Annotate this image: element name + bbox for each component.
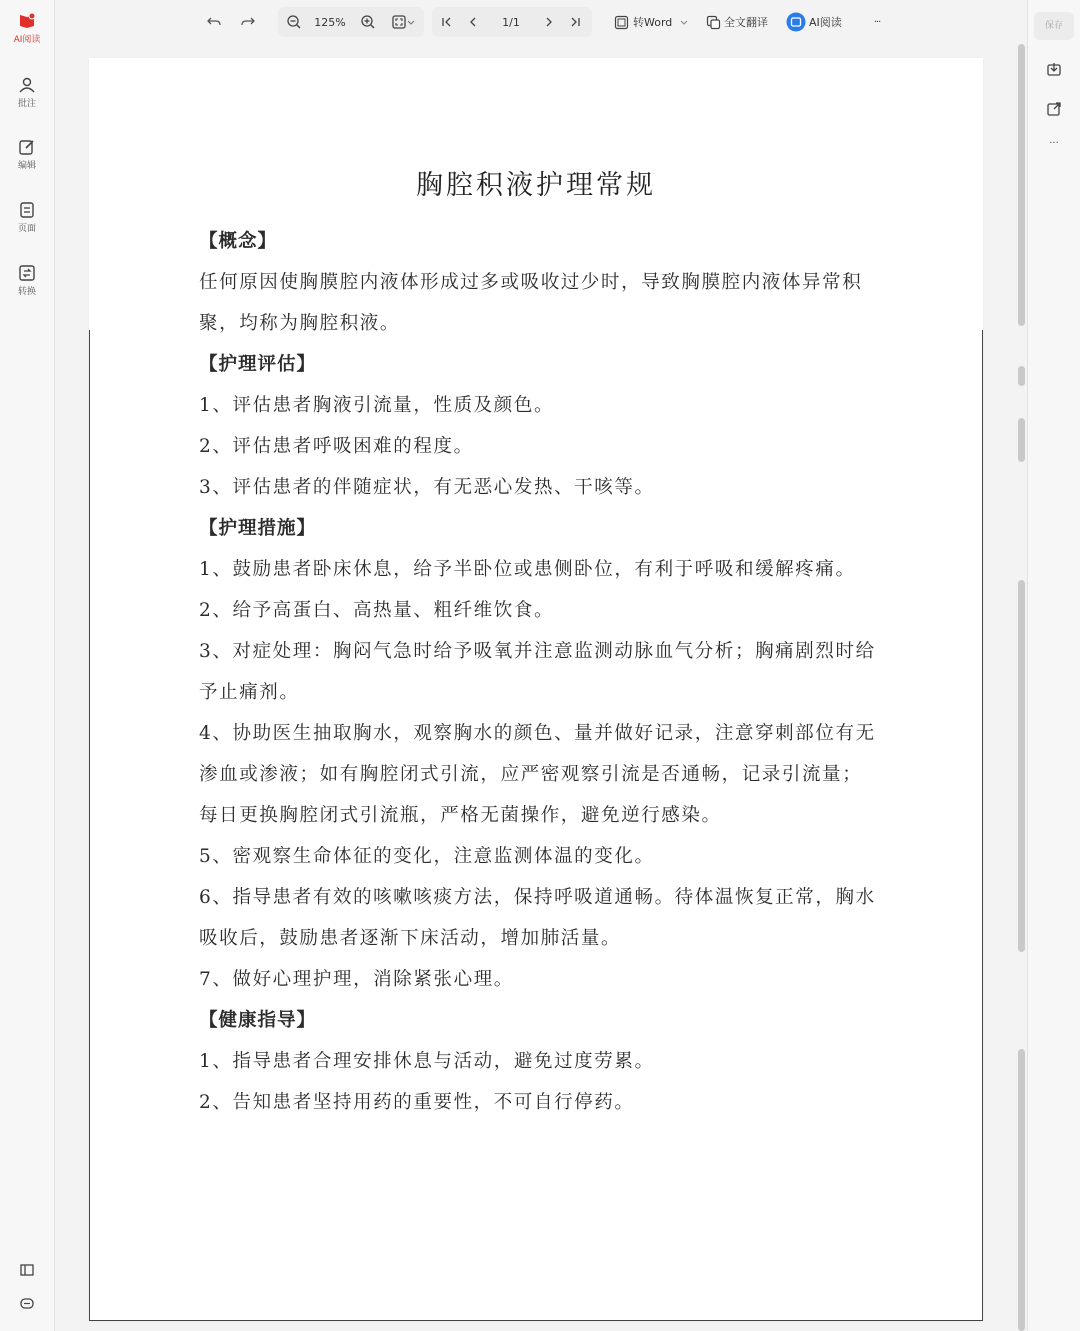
ai-assistant-icon (786, 12, 806, 32)
paragraph: 3、评估患者的伴随症状，有无恶心发热、干咳等。 (199, 477, 655, 498)
zoom-group (278, 7, 424, 37)
undo-icon (206, 14, 222, 30)
pages-icon (18, 201, 36, 219)
chat-icon (19, 1296, 35, 1312)
document-title: 胸腔积液护理常规 (416, 170, 656, 201)
right-sidebar (1027, 0, 1080, 1331)
paragraph: 1、鼓励患者卧床休息，给予半卧位或患侧卧位，有利于呼吸和缓解疼痛。 (199, 559, 856, 580)
sidebar-item-annotate[interactable] (0, 76, 54, 109)
chevron-right-icon (542, 15, 556, 29)
scroll-marker (1018, 418, 1025, 462)
zoom-in-button[interactable] (356, 10, 380, 34)
paragraph: 2、给予高蛋白、高热量、粗纤维饮食。 (199, 600, 555, 621)
share-icon[interactable] (1045, 100, 1063, 118)
first-page-icon (440, 15, 454, 29)
section-heading: 【概念】 (199, 231, 278, 252)
section-heading: 【护理评估】 (199, 354, 317, 375)
annotate-icon (18, 76, 36, 94)
paragraph: 2、评估患者呼吸困难的程度。 (199, 436, 474, 457)
redo-icon (240, 14, 256, 30)
translate-icon (706, 15, 721, 30)
section-heading: 【健康指导】 (199, 1010, 317, 1031)
sidebar-item-label: 编辑 (17, 161, 36, 171)
redo-button[interactable] (236, 10, 260, 34)
document-page-top (89, 58, 983, 1113)
chevron-down-icon (407, 18, 415, 26)
zoom-out-button[interactable] (282, 10, 306, 34)
scroll-marker (1018, 1049, 1025, 1331)
next-page-button[interactable] (538, 10, 560, 34)
sidebar-item-edit[interactable] (0, 138, 54, 171)
ai-read-label: AI阅读 (809, 16, 842, 29)
paragraph: 任何原因使胸膜腔内液体形成过多或吸收过少时，导致胸膜腔内液体异常积聚，均称为胸腔积液。 (199, 272, 863, 334)
sidebar-item-label: 转换 (17, 287, 36, 297)
zoom-in-icon (360, 14, 376, 30)
word-convert-icon (614, 15, 629, 30)
scroll-thumb[interactable] (1018, 44, 1025, 326)
paragraph: 2、告知患者坚持用药的重要性，不可自行停药。 (199, 1092, 635, 1113)
convert-icon (18, 264, 36, 282)
fit-page-icon (391, 14, 407, 30)
fit-page-dropdown[interactable] (386, 10, 420, 34)
paragraph: 6、指导患者有效的咳嗽咳痰方法，保持呼吸道通畅。待体温恢复正常，胸水吸收后，鼓励患者逐渐下床活动，增加肺活量。 (199, 887, 876, 949)
more-button[interactable] (866, 10, 888, 34)
ai-read-icon (18, 12, 36, 30)
translate-label: 全文翻译 (724, 16, 768, 29)
sidebar-item-label: 页面 (17, 224, 36, 234)
page-indicator[interactable] (492, 10, 530, 34)
prev-page-button[interactable] (462, 10, 484, 34)
page-nav-group (432, 7, 592, 37)
paragraph: 4、协助医生抽取胸水，观察胸水的颜色、量并做好记录，注意穿刺部位有无渗血或渗液；如有胸腔闭式引流，应严密观察引流是否通畅，记录引流量；每日更换胸腔闭式引流瓶，严格无菌操作，避免逆行感染。 (199, 723, 876, 826)
page-number: 1/1 (502, 15, 520, 29)
section-heading: 【护理措施】 (199, 518, 317, 539)
left-sidebar (0, 0, 55, 1331)
last-page-button[interactable] (564, 10, 586, 34)
feedback-button[interactable] (0, 1296, 54, 1314)
more-options-icon[interactable]: ··· (1049, 138, 1059, 149)
chevron-down-icon (680, 18, 688, 26)
save-label: 保存 (1044, 21, 1063, 31)
more-icon: ··· (873, 16, 881, 28)
toolbar (54, 0, 1028, 44)
paragraph: 1、评估患者胸液引流量，性质及颜色。 (199, 395, 555, 416)
zoom-out-icon (286, 14, 302, 30)
paragraph: 3、对症处理：胸闷气急时给予吸氧并注意监测动脉血气分析；胸痛剧烈时给予止痛剂。 (199, 641, 876, 703)
zoom-level[interactable] (310, 10, 350, 34)
chevron-left-icon (466, 15, 480, 29)
panel-icon (19, 1262, 35, 1278)
paragraph: 1、指导患者合理安排休息与活动，避免过度劳累。 (199, 1051, 655, 1072)
sidebar-item-pages[interactable] (0, 201, 54, 234)
ai-read-button[interactable] (786, 10, 850, 34)
undo-button[interactable] (202, 10, 226, 34)
edit-icon (18, 138, 36, 156)
zoom-value: 125% (314, 15, 346, 29)
last-page-icon (568, 15, 582, 29)
scroll-marker (1018, 366, 1025, 386)
save-button[interactable] (1034, 12, 1074, 40)
paragraph: 5、密观察生命体征的变化，注意监测体温的变化。 (199, 846, 655, 867)
first-page-button[interactable] (436, 10, 458, 34)
scroll-marker (1018, 580, 1025, 952)
document-body (199, 221, 879, 1123)
full-translate-button[interactable] (706, 10, 776, 34)
scrollbar[interactable] (1015, 44, 1027, 1331)
to-word-label: 转Word (633, 16, 673, 29)
to-word-button[interactable] (614, 10, 696, 34)
sidebar-item-convert[interactable] (0, 264, 54, 297)
sidebar-item-label: 批注 (17, 99, 36, 109)
sidebar-item-label: AI阅读 (13, 35, 41, 45)
download-icon[interactable] (1045, 61, 1063, 79)
paragraph: 7、做好心理护理，消除紧张心理。 (199, 969, 514, 990)
sidebar-item-ai-read[interactable] (0, 12, 54, 45)
sidebar-panel-toggle[interactable] (0, 1262, 54, 1280)
